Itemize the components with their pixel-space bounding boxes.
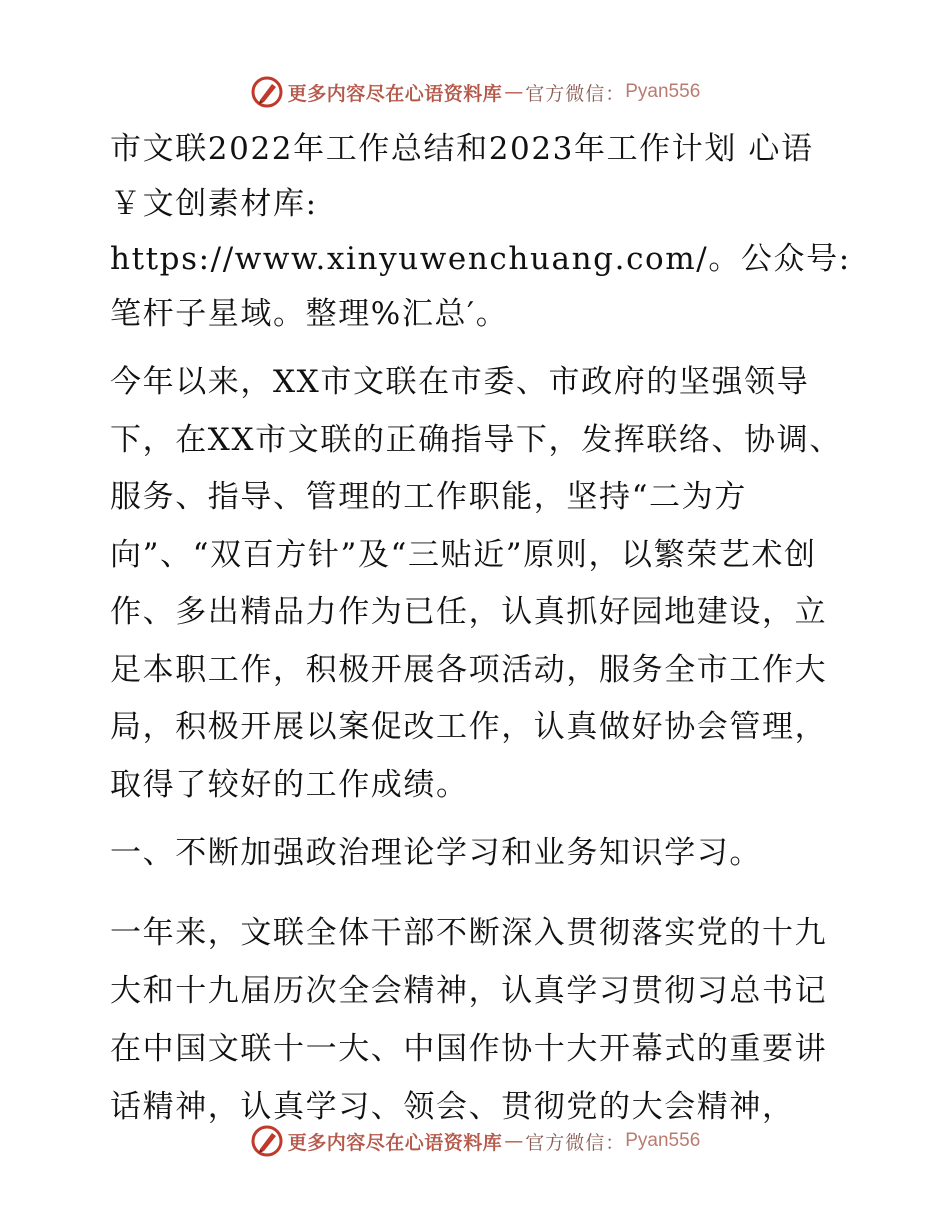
footer-watermark: [0, 1121, 950, 1161]
intro-paragraph: 今年以来，XX市文联在市委、市政府的坚强领导下，在XX市文联的正确指导下，发挥联络、协调、服务、指导、管理的工作职能，坚持“二为方向”、“双百方针”及“三贴近”原则，以繁荣艺术创作、多出精品力作为已任，认真抓好园地建设，立足本职工作，积极开展各项活动，服务全市工作大局，积极开展以案促改工作，认真做好协会管理，取得了较好的工作成绩。: [110, 364, 842, 803]
watermark-wechat-handle: Pyan556: [625, 1130, 701, 1151]
watermark-wechat-label: 官方微信：: [525, 1131, 626, 1154]
watermark-main-text: 更多内容尽在心语资料库: [287, 1131, 503, 1154]
study-paragraph: 一年来，文联全体干部不断深入贯彻落实党的十九大和十九届历次全会精神，认真学习贯彻习总书记在中国文联十一大、中国作协十大开幕式的重要讲话精神，认真学习、领会、贯彻党的大会精神，: [110, 915, 828, 1125]
watermark-dash: —: [504, 1130, 524, 1152]
document-title: 市文联2022年工作总结和2023年工作计划 心语￥文创素材库: https://www.xinyuwenchuang.com/。公众号: 笔杆子星域。整理%汇总′。: [110, 131, 863, 332]
watermark-wechat-label: 官方微信：: [525, 82, 626, 105]
document-body: [98, 122, 863, 1136]
section-heading: 一、不断加强政治理论学习和业务知识学习。: [110, 835, 762, 871]
pen-logo-icon: [250, 75, 284, 109]
pen-logo-icon: [250, 1124, 284, 1158]
watermark-dash: —: [504, 81, 524, 103]
header-watermark: [0, 72, 950, 112]
watermark-main-text: 更多内容尽在心语资料库: [287, 82, 503, 105]
watermark-wechat-handle: Pyan556: [625, 81, 701, 102]
